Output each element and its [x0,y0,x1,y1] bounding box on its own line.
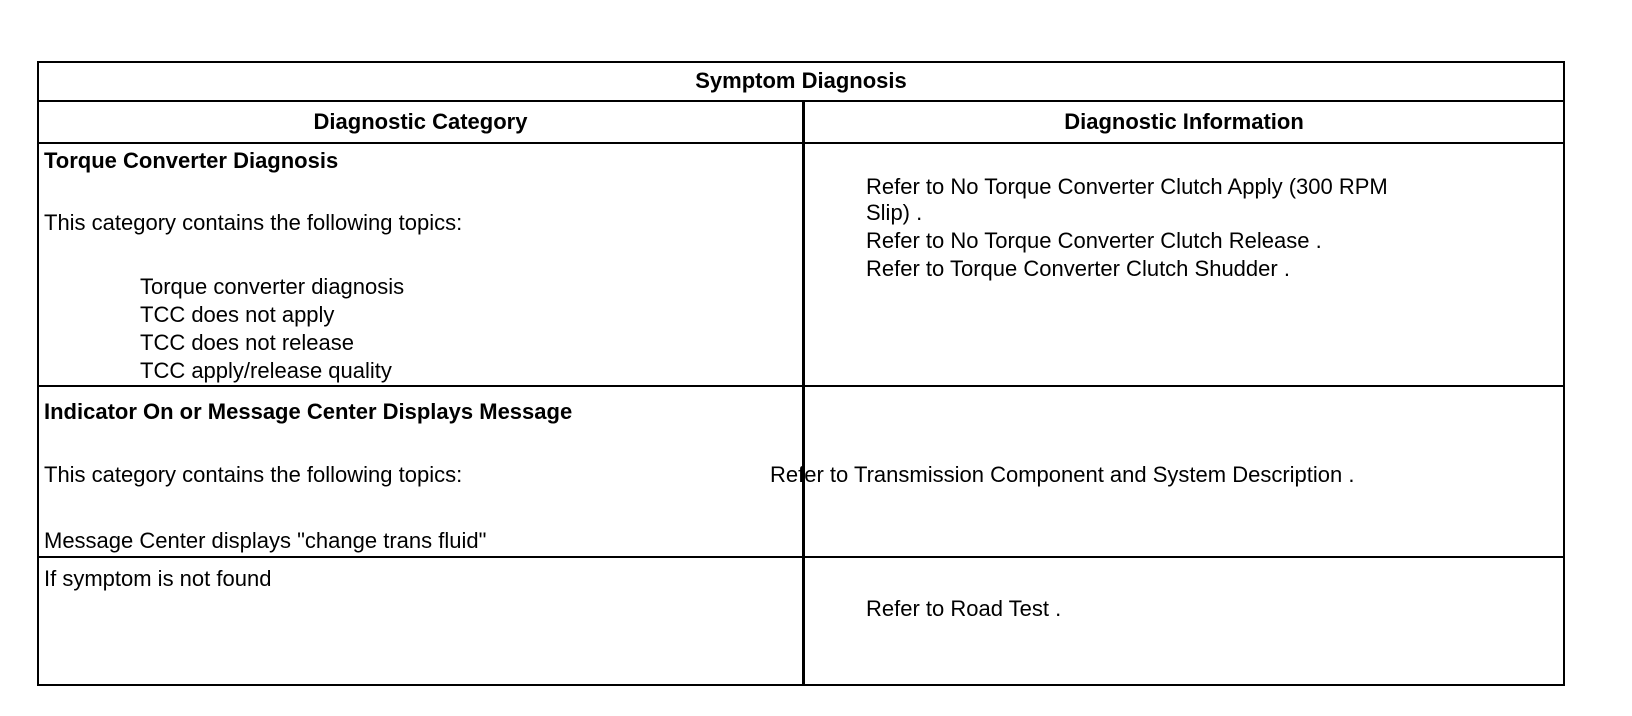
row3-category: If symptom is not found [44,566,272,591]
header-diagnostic-category: Diagnostic Category [313,109,528,134]
row1-info-line: Refer to No Torque Converter Clutch Release . [866,228,1322,253]
row3-info: Refer to Road Test . [866,596,1062,621]
row1-category-title: Torque Converter Diagnosis [44,148,339,173]
header-row [39,102,1563,142]
row1-info-line: Slip) . [866,200,923,225]
row2-category-title: Indicator On or Message Center Displays Message [44,399,573,424]
row1-topic: Torque converter diagnosis [140,274,405,299]
row1-info-line: Refer to Torque Converter Clutch Shudder . [866,256,1290,281]
row1-topic: TCC does not release [140,330,354,355]
header-diagnostic-information: Diagnostic Information [1064,109,1304,134]
symptom-diagnosis-table [37,61,1565,686]
row1-topic: TCC does not apply [140,302,335,327]
row2-intro: This category contains the following topics: [44,462,463,487]
table-title: Symptom Diagnosis [695,68,907,93]
column-divider [802,102,805,684]
divider [39,142,1563,144]
divider [39,385,1563,387]
row1-topic: TCC apply/release quality [140,358,392,383]
row2-info: Refer to Transmission Component and System Description . [770,462,1355,487]
row1-info-line: Refer to No Torque Converter Clutch Apply (300 RPM [866,174,1388,199]
row2-topic: Message Center displays "change trans fluid" [44,528,487,553]
row1-intro: This category contains the following topics: [44,210,463,235]
divider [39,556,1563,558]
